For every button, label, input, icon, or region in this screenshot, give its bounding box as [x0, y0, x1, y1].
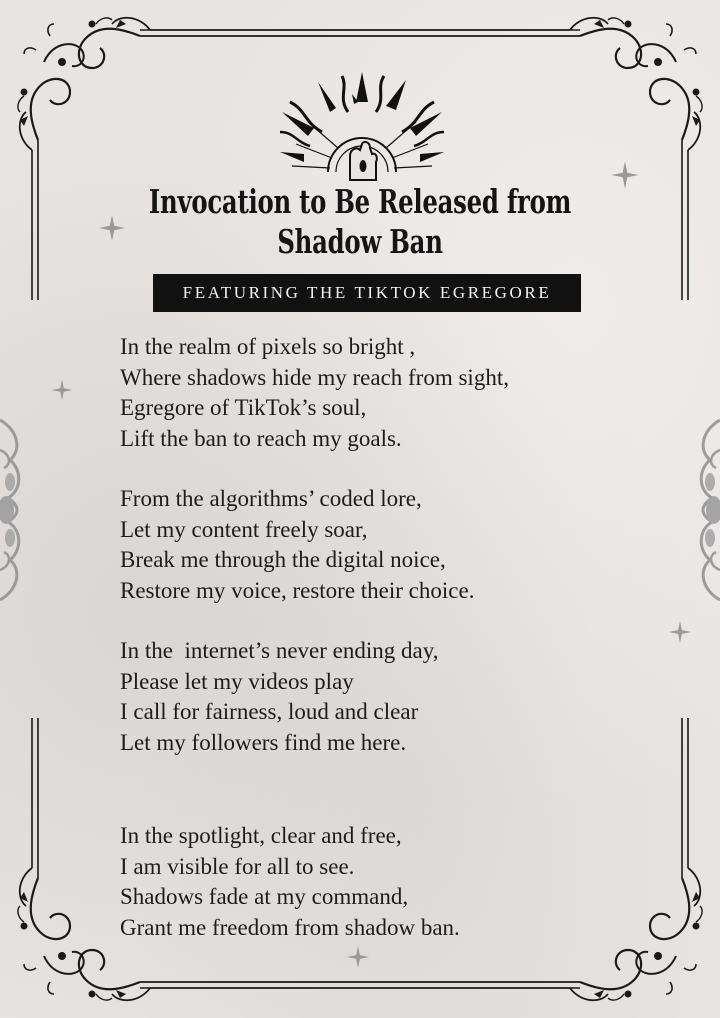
- poem-line: In the internet’s never ending day,: [120, 638, 439, 663]
- fleur-side-ornament-icon-right: [701, 420, 720, 600]
- poem-line: From the algorithms’ coded lore,: [120, 486, 422, 511]
- stanza-1: [120, 332, 640, 454]
- poem-line: Grant me freedom from shadow ban.: [120, 914, 460, 940]
- stanza-gap: [120, 758, 640, 821]
- stanza-gap: [120, 454, 640, 484]
- poem-line: I call for fairness, loud and clear: [120, 699, 419, 724]
- poem-line: I am visible for all to see.: [120, 853, 355, 879]
- sun-rays-icon: [280, 72, 444, 180]
- fleur-side-ornament-icon-left: [0, 420, 19, 600]
- poem-line: Where shadows hide my reach from sight,: [120, 364, 509, 390]
- subtitle-text: FEATURING THE TIKTOK EGREGORE: [182, 283, 552, 302]
- poem-line: Break me through the digital noice,: [120, 547, 446, 572]
- poem-line: In the realm of pixels so bright ,: [120, 334, 416, 359]
- sparkle-icon: [669, 621, 691, 643]
- poem-line: Let my content freely soar,: [120, 516, 368, 542]
- stanza-2: [120, 484, 640, 606]
- poem-line: Please let my videos play: [120, 668, 354, 694]
- stanza-4: [120, 821, 640, 943]
- poem-line: Lift the ban to reach my goals.: [120, 425, 402, 451]
- poem-line: Let my followers find me here.: [120, 729, 407, 755]
- poem-line: Restore my voice, restore their choice.: [120, 577, 475, 603]
- poem-body: [120, 332, 640, 943]
- sparkle-icon: [52, 380, 73, 401]
- poem-line: Shadows fade at my command,: [120, 884, 409, 909]
- sparkle-icon: [347, 946, 369, 968]
- poem-line: Egregore of TikTok’s soul,: [120, 395, 367, 420]
- subtitle-banner: [153, 274, 581, 312]
- stanza-3: [120, 636, 640, 758]
- stanza-gap: [120, 606, 640, 636]
- title-line-1: Invocation to Be Released from: [148, 182, 572, 221]
- page-title: [65, 182, 655, 262]
- title-line-2: Shadow Ban: [277, 222, 443, 261]
- poem-line: In the spotlight, clear and free,: [120, 823, 402, 848]
